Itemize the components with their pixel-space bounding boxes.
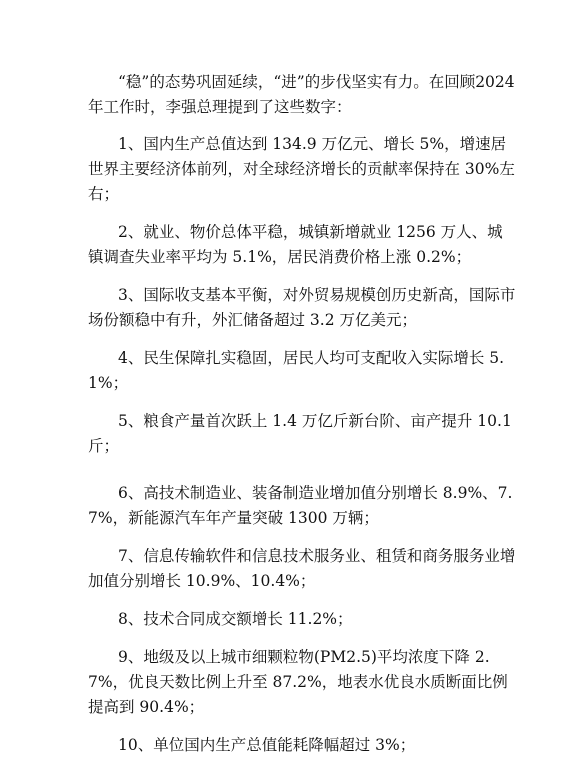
list-item-3: 3、国际收支基本平衡，对外贸易规模创历史新高，国际市场份额稳中有升，外汇储备超过 3.2 万亿美元； xyxy=(88,286,516,329)
list-item-5: 5、粮食产量首次跃上 1.4 万亿斤新台阶、亩产提升 10.1 斤； xyxy=(88,412,512,455)
list-item-4: 4、民生保障扎实稳固，居民人均可支配收入实际增长 5.1%； xyxy=(88,349,505,392)
list-item-8: 8、技术合同成交额增长 11.2%； xyxy=(118,610,353,628)
list-item-6: 6、高技术制造业、装备制造业增加值分别增长 8.9%、7.7%，新能源汽车年产量突破 1300 万辆； xyxy=(88,484,513,527)
list-item-2: 2、就业、物价总体平稳，城镇新增就业 1256 万人、城镇调查失业率平均为 5.1%，居民消费价格上涨 0.2%； xyxy=(88,223,503,266)
list-item-9: 9、地级及以上城市细颗粒物(PM2.5)平均浓度下降 2.7%，优良天数比例上升至 87.2%，地表水优良水质断面比例提高到 90.4%； xyxy=(88,648,508,716)
list-item-7: 7、信息传输软件和信息技术服务业、租赁和商务服务业增加值分别增长 10.9%、10.4%； xyxy=(88,547,516,590)
list-item-10: 10、单位国内生产总值能耗降幅超过 3%； xyxy=(118,736,416,754)
intro-paragraph: “稳”的态势巩固延续，“进”的步伐坚实有力。在回顾2024 年工作时，李强总理提到了这些数字： xyxy=(88,73,515,116)
list-item-1: 1、国内生产总值达到 134.9 万亿元、增长 5%，增速居世界主要经济体前列，对全球经济增长的贡献率保持在 30%左右； xyxy=(88,135,515,203)
